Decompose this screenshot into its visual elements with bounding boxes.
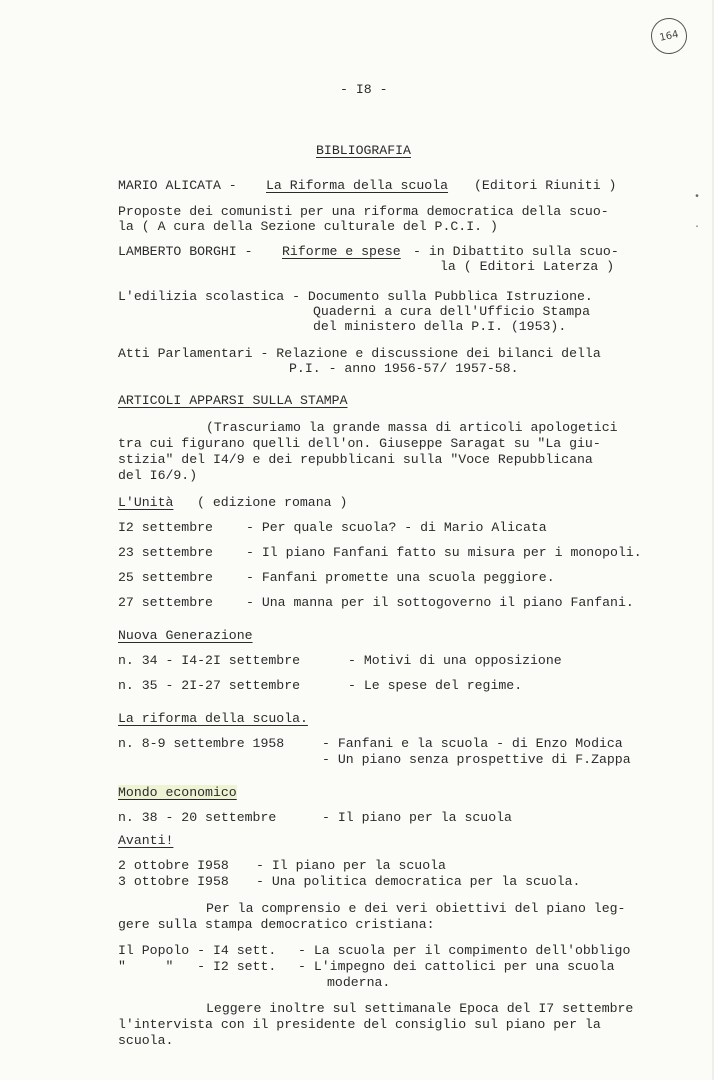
newspaper-avanti: Avanti! — [118, 833, 174, 848]
article-title: - La scuola per il compimento dell'obbligo — [298, 943, 631, 958]
article-date: n. 38 - 20 settembre — [118, 810, 277, 825]
article-title: - Le spese del regime. — [348, 678, 523, 693]
article-date: 23 settembre — [118, 545, 213, 560]
intro-line: tra cui figurano quelli dell'on. Giuseppe Saragat su "La giu- — [118, 436, 601, 451]
newspaper-riforma-scuola: La riforma della scuola. — [118, 711, 308, 726]
bib-edilizia-line: Quaderni a cura dell'Ufficio Stampa — [313, 304, 590, 319]
bib-edilizia-line: L'edilizia scolastica - Documento sulla Pubblica Istruzione. — [118, 289, 593, 304]
bib-borghi-line: - in Dibattito sulla scuo- — [413, 244, 619, 259]
newspaper-unita: L'Unità — [118, 495, 174, 510]
article-title: - Per quale scuola? - di Mario Alicata — [246, 520, 547, 535]
article-date: I2 settembre — [118, 520, 213, 535]
paragraph-line: Leggere inoltre sul settimanale Epoca del I7 settembre — [206, 1001, 634, 1016]
paragraph-line: gere sulla stampa democratico cristiana: — [118, 917, 435, 932]
bib-atti-line: Atti Parlamentari - Relazione e discussione dei bilanci della — [118, 346, 601, 361]
paragraph-line: Per la comprensio e dei veri obiettivi del piano leg- — [206, 901, 626, 916]
bib-author-alicata: MARIO ALICATA - — [118, 178, 237, 193]
article-date: 25 settembre — [118, 570, 213, 585]
newspaper-nuova-generazione: Nuova Generazione — [118, 628, 253, 643]
bib-proposte-line: Proposte dei comunisti per una riforma democratica della scuo- — [118, 204, 609, 219]
articles-heading: ARTICOLI APPARSI SULLA STAMPA — [118, 393, 348, 408]
bib-atti-line: P.I. - anno 1956-57/ 1957-58. — [289, 361, 519, 376]
margin-mark: · — [694, 222, 701, 233]
paragraph-line: l'intervista con il presidente del consiglio sul piano per la — [118, 1017, 601, 1032]
page-number: - I8 - — [340, 82, 388, 97]
article-date: n. 8-9 settembre 1958 — [118, 736, 285, 751]
archive-stamp: 164 — [648, 15, 691, 58]
bib-proposte-line: la ( A cura della Sezione culturale del P.C.I. ) — [118, 219, 498, 234]
bib-edilizia-line: del ministero della P.I. (1953). — [313, 319, 567, 334]
bib-title-alicata: La Riforma della scuola — [266, 178, 449, 193]
bib-title-borghi: Riforme e spese — [282, 244, 401, 259]
article-title: - Una politica democratica per la scuola. — [256, 874, 581, 889]
article-date: 3 ottobre I958 — [118, 874, 229, 889]
article-title: - Un piano senza prospettive di F.Zappa — [322, 752, 631, 767]
article-title: - L'impegno dei cattolici per una scuola — [298, 959, 615, 974]
article-date: 27 settembre — [118, 595, 213, 610]
article-title: - Il piano per la scuola — [322, 810, 512, 825]
bib-author-borghi: LAMBERTO BORGHI - — [118, 244, 253, 259]
margin-mark: • — [694, 192, 701, 203]
bib-borghi-line: la ( Editori Laterza ) — [440, 259, 615, 274]
article-source: " " - I2 sett. — [118, 959, 277, 974]
article-title: - Il piano per la scuola — [256, 858, 446, 873]
article-title-cont: moderna. — [327, 975, 391, 990]
article-date: n. 34 - I4-2I settembre — [118, 653, 301, 668]
article-title: - Il piano Fanfani fatto su misura per i monopoli. — [246, 545, 642, 560]
article-source: Il Popolo - I4 sett. — [118, 943, 277, 958]
bib-publisher-alicata: (Editori Riuniti ) — [474, 178, 617, 193]
article-date: n. 35 - 2I-27 settembre — [118, 678, 301, 693]
newspaper-mondo-economico: Mondo economico — [118, 785, 237, 800]
newspaper-note: ( edizione romana ) — [197, 495, 348, 510]
intro-line: (Trascuriamo la grande massa di articoli apologetici — [206, 420, 618, 435]
bibliography-heading: BIBLIOGRAFIA — [316, 143, 411, 158]
article-title: - Fanfani promette una scuola peggiore. — [246, 570, 555, 585]
article-date: 2 ottobre I958 — [118, 858, 229, 873]
article-title: - Fanfani e la scuola - di Enzo Modica — [322, 736, 623, 751]
intro-line: del I6/9.) — [118, 468, 198, 483]
paragraph-line: scuola. — [118, 1033, 174, 1048]
intro-line: stizia" del I4/9 e dei repubblicani sulla "Voce Repubblicana — [118, 452, 593, 467]
article-title: - Motivi di una opposizione — [348, 653, 562, 668]
article-title: - Una manna per il sottogoverno il piano Fanfani. — [246, 595, 634, 610]
